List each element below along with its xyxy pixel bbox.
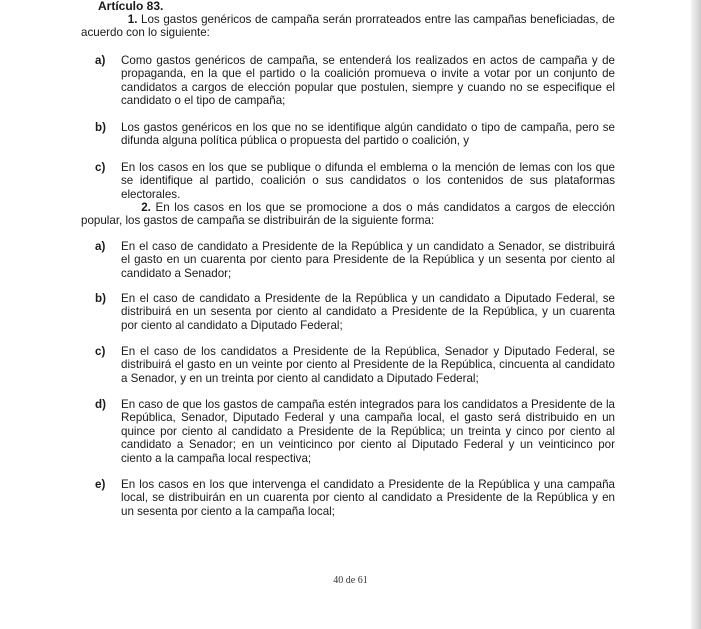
section-2-item-a — [95, 240, 615, 280]
section-2-item-c — [95, 345, 615, 385]
section-2-item-e — [95, 478, 615, 518]
item-text: Como gastos genéricos de campaña, se entenderá los realizados en actos de campaña y de propaganda, en la que el partido o la coalición promueva o invite a votar por un conjunto de candidatos a cargos de elección popular que postulen, siempre y cuando no se especifique el candidato o el tipo de campaña; — [121, 54, 615, 108]
item-letter: b) — [95, 292, 106, 305]
item-letter: a) — [95, 240, 106, 253]
section-1-text: Los gastos genéricos de campaña serán prorrateados entre las campañas beneficiadas, de acuerdo con lo siguiente: — [81, 13, 615, 40]
item-text: En los casos en los que se publique o difunda el emblema o la mención de lemas con los que se identifique al partido, coalición o sus candidatos o los contenidos de sus plataformas electorales. — [121, 161, 615, 201]
section-2-item-d — [95, 398, 615, 465]
item-letter: b) — [95, 121, 106, 134]
section-2-text: En los casos en los que se promocione a dos o más candidatos a cargos de elección popular, los gastos de campaña se distribuirán de la siguiente forma: — [81, 201, 615, 228]
item-letter: e) — [95, 478, 106, 491]
page-number: 40 de 61 — [333, 575, 368, 586]
item-text: En el caso de los candidatos a Presidente de la República, Senador y Diputado Federal, se distribuirá el gasto en un veinte por ciento al Presidente de la República, cincuenta al candidato a Senador, y en un treinta por ciento al candidato a Diputado Federal; — [121, 345, 615, 385]
section-1-item-b — [95, 121, 615, 148]
section-1-number: 1. — [127, 13, 138, 26]
item-text: En los casos en los que intervenga el candidato a Presidente de la República y una campaña local, se distribuirán en un cuarenta por ciento al candidato a Presidente de la República y en un sesenta por ciento a la campaña local; — [121, 478, 615, 518]
section-1-item-a — [95, 54, 615, 108]
item-letter: c) — [95, 345, 106, 358]
item-letter: c) — [95, 161, 106, 174]
section-1-paragraph — [81, 13, 615, 40]
item-letter: d) — [95, 398, 106, 411]
item-letter: a) — [95, 54, 106, 67]
section-2-item-b — [95, 292, 615, 332]
item-text: En el caso de candidato a Presidente de la República y un candidato a Diputado Federal, se distribuirá en un sesenta por ciento al candidato a Presidente de la República, y un cuarenta por ciento al candidato a Diputado Federal; — [121, 292, 615, 332]
article-title: Artículo 83. — [98, 0, 164, 13]
section-2-paragraph — [81, 201, 615, 228]
item-text: Los gastos genéricos en los que no se identifique algún candidato o tipo de campaña, pero se difunda alguna política pública o propuesta del partido o coalición, y — [121, 121, 615, 148]
item-text: En el caso de candidato a Presidente de la República y un candidato a Senador, se distribuirá el gasto en un cuarenta por ciento para Presidente de la República y un sesenta por ciento al candidato a Senador; — [121, 240, 615, 280]
item-text: En caso de que los gastos de campaña estén integrados para los candidatos a Presidente de la República, Senador, Diputado Federal y una campaña local, el gasto será distribuido en un quince por ciento al candidato a Presidente de la República; un treinta y cinco por ciento al candidato a Senador; en un veinticinco por ciento al Diputado Federal y un veinticinco por ciento a la campaña local respectiva; — [121, 398, 615, 465]
section-1-item-c — [95, 161, 615, 201]
section-2-number: 2. — [141, 201, 151, 214]
page-edge-shadow — [691, 0, 701, 629]
